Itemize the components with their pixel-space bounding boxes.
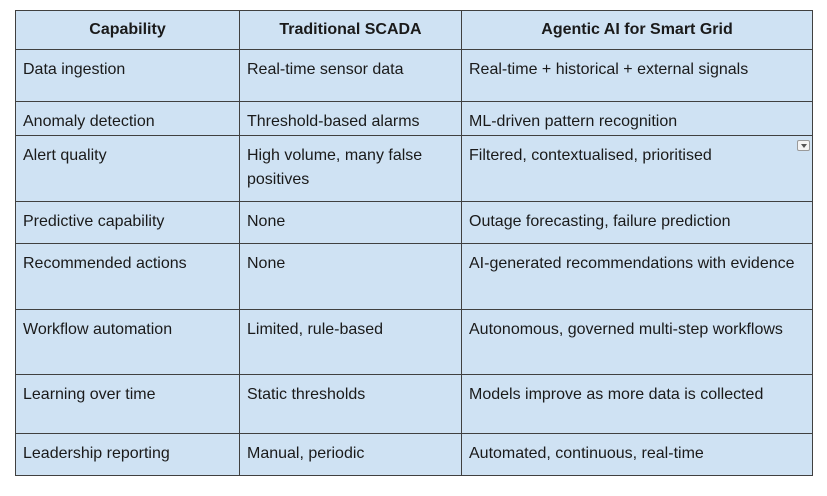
table-row — [16, 434, 813, 476]
scada-cell[interactable]: High volume, many false positives — [240, 136, 462, 202]
capability-cell[interactable]: Data ingestion — [16, 50, 240, 102]
scada-cell[interactable]: None — [240, 202, 462, 244]
cell-text: Filtered, contextualised, prioritised — [469, 147, 712, 164]
comparison-table-container — [15, 10, 812, 476]
scada-cell[interactable]: Manual, periodic — [240, 434, 462, 476]
capability-cell[interactable]: Recommended actions — [16, 244, 240, 310]
header-agentic-ai: Agentic AI for Smart Grid — [462, 11, 813, 50]
agentic-ai-cell[interactable]: Outage forecasting, failure prediction — [462, 202, 813, 244]
capability-cell[interactable]: Anomaly detection — [16, 102, 240, 136]
header-row — [16, 11, 813, 50]
scada-cell[interactable]: Limited, rule-based — [240, 310, 462, 375]
table-row — [16, 244, 813, 310]
header-traditional-scada: Traditional SCADA — [240, 11, 462, 50]
table-row — [16, 202, 813, 244]
agentic-ai-cell[interactable] — [462, 136, 813, 202]
capability-cell[interactable]: Workflow automation — [16, 310, 240, 375]
agentic-ai-cell[interactable]: Autonomous, governed multi-step workflows — [462, 310, 813, 375]
capability-cell[interactable]: Predictive capability — [16, 202, 240, 244]
table-row — [16, 375, 813, 434]
agentic-ai-cell[interactable]: Real-time + historical + external signals — [462, 50, 813, 102]
capability-cell[interactable]: Learning over time — [16, 375, 240, 434]
agentic-ai-cell[interactable]: AI-generated recommendations with evidence — [462, 244, 813, 310]
agentic-ai-cell[interactable]: Models improve as more data is collected — [462, 375, 813, 434]
table-row — [16, 102, 813, 136]
scada-cell[interactable]: Static thresholds — [240, 375, 462, 434]
agentic-ai-cell[interactable]: ML-driven pattern recognition — [462, 102, 813, 136]
capability-cell[interactable]: Alert quality — [16, 136, 240, 202]
comparison-table — [15, 10, 813, 476]
table-row — [16, 310, 813, 375]
capability-cell[interactable]: Leadership reporting — [16, 434, 240, 476]
chevron-down-icon[interactable] — [797, 140, 810, 151]
scada-cell[interactable]: None — [240, 244, 462, 310]
scada-cell[interactable]: Threshold-based alarms — [240, 102, 462, 136]
header-capability: Capability — [16, 11, 240, 50]
agentic-ai-cell[interactable]: Automated, continuous, real-time — [462, 434, 813, 476]
scada-cell[interactable]: Real-time sensor data — [240, 50, 462, 102]
table-row — [16, 136, 813, 202]
table-row — [16, 50, 813, 102]
